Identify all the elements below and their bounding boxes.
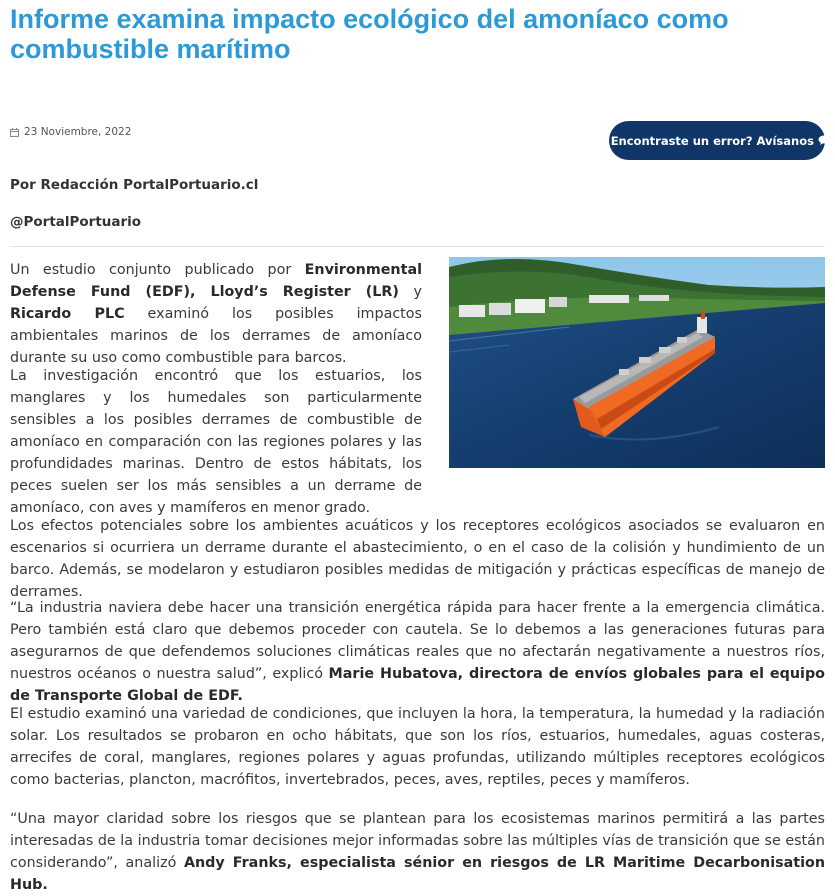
p6-text-1: “Una mayor claridad sobre los riesgos que se plantean para los ecosistemas marinos permitirá a las partes interesadas de la industria tomar decisiones mejor informadas sobre las múltiples vías de transición que se están considerando”, analizó (10, 811, 825, 871)
paragraph-2: La investigación encontró que los estuarios, los manglares y los humedales son particularmente sensibles a los posibles derrames de combustible de amoníaco en comparación con las regiones polares y las profundidades marinas. Dentro de estos hábitats, los peces suelen ser los más sensibles a un derrame de amoníaco, con aves y mamíferos en menor grado. (10, 368, 422, 516)
byline: Por Redacción PortalPortuario.cl (10, 177, 259, 193)
p6-bold-1: Andy Franks, especialista sénior en riesgos de LR Maritime Decarbonisation Hub. (10, 855, 825, 893)
p1-text-3: examinó los posibles impactos ambientales marinos de los derrames de amoníaco durante su uso como combustible para barcos. (10, 306, 422, 366)
article-title: Informe examina impacto ecológico del amoníaco como combustible marítimo (10, 4, 729, 64)
divider (10, 246, 825, 247)
paragraph-6 (10, 808, 825, 896)
ship-photo (449, 257, 825, 468)
p4-text-1: “La industria naviera debe hacer una transición energética rápida para hacer frente a la emergencia climática. Pero también está claro que debemos proceder con cautela. Se lo debemos a las generaciones futuras para asegurarnos de que defendemos soluciones climáticas reales que no afectarán negativamente a nuestros ríos, nuestros océanos o nuestra salud”, explicó (10, 600, 825, 682)
report-error-label: ¿Encontraste un error? Avísanos (604, 133, 814, 148)
paragraph-4 (10, 597, 825, 707)
paragraph-1 (10, 259, 422, 369)
speech-bubble-icon (818, 134, 830, 148)
p1-bold-1: Environmental Defense Fund (EDF), Lloyd’s Register (LR) (10, 262, 422, 300)
p1-bold-2: Ricardo PLC (10, 306, 125, 322)
calendar-icon (10, 128, 19, 137)
publish-date (10, 126, 131, 138)
date-text: 23 Noviembre, 2022 (24, 126, 132, 138)
p4-bold-1: Marie Hubatova, directora de envíos globales para el equipo de Transporte Global de EDF. (10, 666, 825, 704)
paragraph-3: Los efectos potenciales sobre los ambientes acuáticos y los receptores ecológicos asociados se evaluaron en escenarios si ocurriera un derrame durante el abastecimiento, o en el caso de la colisión y hundimiento de un barco. Además, se modelaron y estudiaron posibles medidas de mitigación y prácticas específicas de manejo de derrames. (10, 518, 825, 600)
report-error-button[interactable] (604, 121, 825, 160)
twitter-handle: @PortalPortuario (10, 214, 142, 230)
p1-text-2: y (398, 284, 422, 300)
p1-text-1: Un estudio conjunto publicado por (10, 262, 305, 278)
paragraph-5: El estudio examinó una variedad de condiciones, que incluyen la hora, la temperatura, la humedad y la radiación solar. Los resultados se probaron en ocho hábitats, que son los ríos, estuarios, humedales, aguas costeras, arrecifes de coral, manglares, regiones polares y aguas profundas, utilizando múltiples receptores ecológicos como bacterias, plancton, macrófitos, invertebrados, peces, aves, reptiles, peces y mamíferos. (10, 706, 825, 788)
